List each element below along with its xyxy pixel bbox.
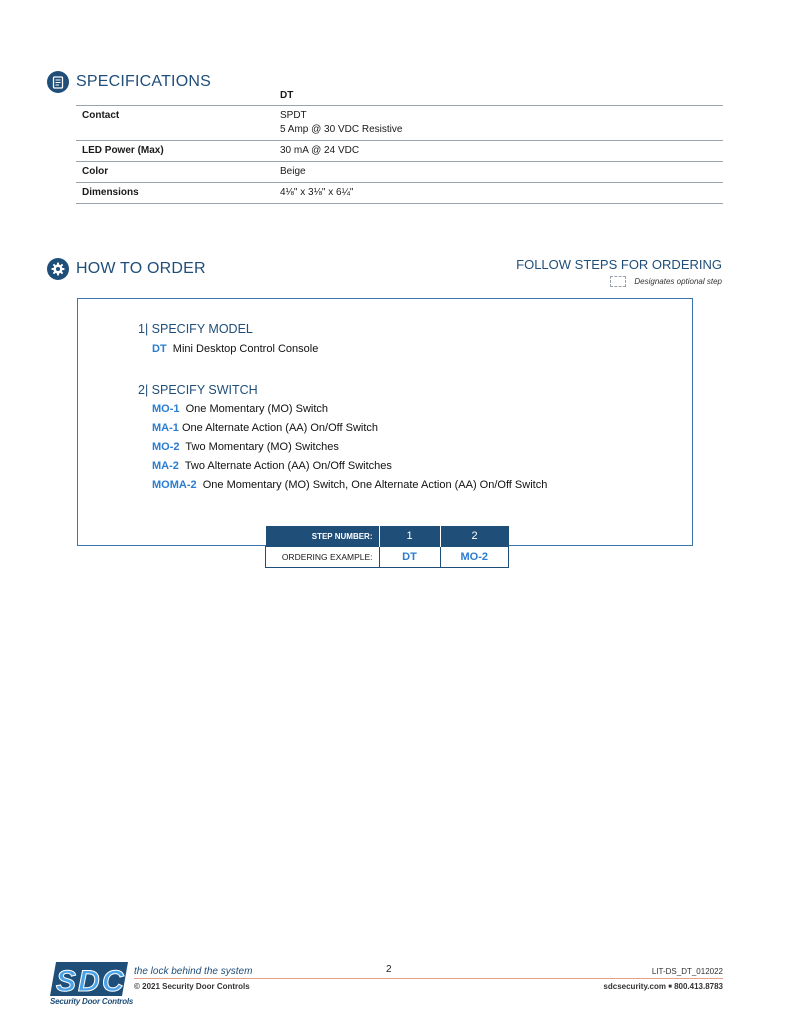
sdc-logo xyxy=(50,962,128,996)
document-icon xyxy=(47,71,69,93)
spec-value: Beige xyxy=(274,162,723,183)
step-number: 2 xyxy=(440,526,509,547)
website-link[interactable]: sdcsecurity.com xyxy=(603,982,666,991)
tagline: the lock behind the system xyxy=(134,966,253,977)
spec-value: SPDT xyxy=(280,110,307,121)
document-id: LIT-DS_DT_012022 xyxy=(651,967,723,976)
logo-letter: C xyxy=(102,965,124,996)
model-column-header: DT xyxy=(280,90,294,101)
step-1-title: 1| SPECIFY MODEL xyxy=(138,322,253,336)
list-item: MO-2 Two Momentary (MO) Switches xyxy=(152,441,339,453)
specifications-table xyxy=(76,86,723,204)
spec-value: 4⅛" x 3⅛" x 6¼" xyxy=(274,183,723,204)
logo-letter: D xyxy=(78,965,100,996)
logo-letter: S xyxy=(56,965,77,996)
copyright: © 2021 Security Door Controls xyxy=(134,982,250,991)
table-row xyxy=(76,141,723,162)
optional-step-note: Designates optional step xyxy=(634,277,722,286)
list-item: DT Mini Desktop Control Console xyxy=(152,343,319,355)
spec-value: 30 mA @ 24 VDC xyxy=(274,141,723,162)
gear-icon xyxy=(47,258,69,280)
phone-number: 800.413.8783 xyxy=(674,982,723,991)
ordering-example-table xyxy=(265,526,509,568)
ordering-example-label: ORDERING EXAMPLE: xyxy=(266,547,380,568)
spec-label: Dimensions xyxy=(76,183,274,204)
example-value: DT xyxy=(379,547,440,568)
separator-square: ■ xyxy=(668,984,672,990)
list-item: MOMA-2 One Momentary (MO) Switch, One Alternate Action (AA) On/Off Switch xyxy=(152,479,548,491)
spec-label: Contact xyxy=(76,106,274,141)
page-number: 2 xyxy=(386,964,392,975)
list-item: MA-2 Two Alternate Action (AA) On/Off Switches xyxy=(152,460,392,472)
spec-label: LED Power (Max) xyxy=(76,141,274,162)
footer-divider xyxy=(134,978,723,979)
list-item: MA-1 One Alternate Action (AA) On/Off Switch xyxy=(152,422,379,434)
example-value: MO-2 xyxy=(440,547,509,568)
follow-steps-heading: FOLLOW STEPS FOR ORDERING xyxy=(516,257,722,272)
specifications-title: SPECIFICATIONS xyxy=(76,73,211,90)
spec-label: Color xyxy=(76,162,274,183)
table-row xyxy=(76,183,723,204)
optional-step-indicator xyxy=(610,276,626,287)
list-item: MO-1 One Momentary (MO) Switch xyxy=(152,403,329,415)
table-row xyxy=(76,106,723,141)
table-row xyxy=(76,162,723,183)
step-2-title: 2| SPECIFY SWITCH xyxy=(138,383,258,397)
logo-subtext: Security Door Controls xyxy=(50,997,134,1006)
contact-info xyxy=(603,982,723,991)
how-to-order-title: HOW TO ORDER xyxy=(76,260,206,277)
step-number: 1 xyxy=(379,526,440,547)
spec-value: 5 Amp @ 30 VDC Resistive xyxy=(280,124,403,135)
step-number-label: STEP NUMBER: xyxy=(266,526,380,547)
switch-options-list xyxy=(152,400,547,495)
